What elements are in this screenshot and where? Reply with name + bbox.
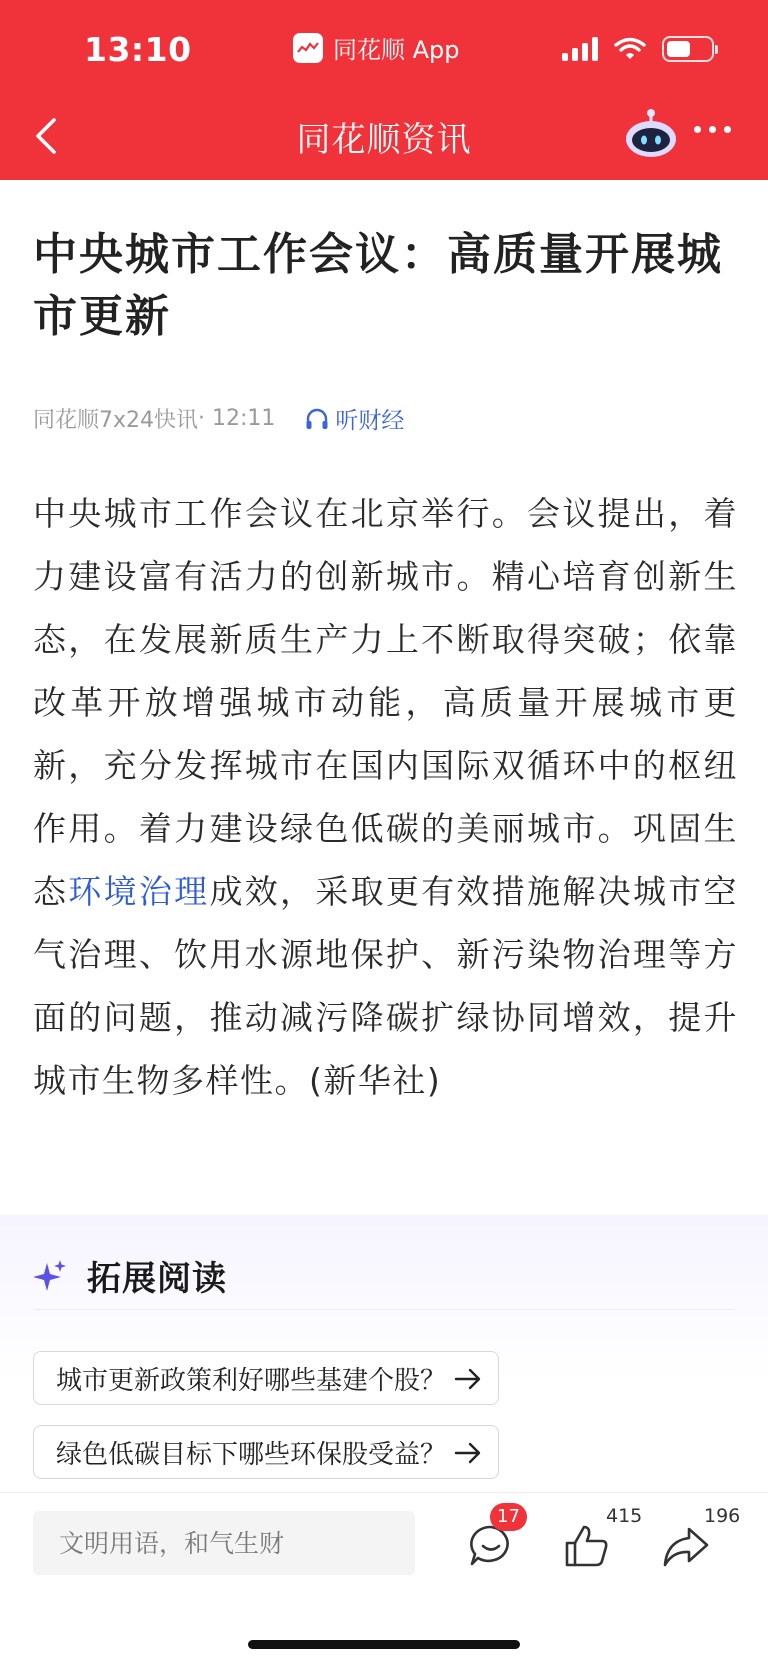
- share-count: 196: [704, 1505, 741, 1527]
- sparkle-icon: [33, 1259, 67, 1293]
- app-logo-icon: [293, 33, 323, 63]
- battery-icon: [662, 36, 714, 62]
- comment-input[interactable]: [33, 1511, 415, 1575]
- robot-assistant-icon[interactable]: [624, 108, 678, 160]
- article-source: 同花顺7x24快讯: [33, 408, 199, 433]
- listen-button[interactable]: [305, 402, 404, 435]
- status-app-name: 同花顺 App: [333, 36, 460, 64]
- bottom-action-bar: [0, 1492, 768, 1663]
- arrow-right-icon: [454, 1440, 482, 1466]
- article-body-part-2: 成效，采取更有效措施解决城市空气治理、饮用水源地保护、新污染物治理等方面的问题，推动减污降碳扩绿协同增效，提升城市生物多样性。(新华社): [33, 872, 739, 1100]
- listen-label: 听财经: [335, 408, 405, 434]
- like-button[interactable]: [564, 1505, 643, 1573]
- thumbs-up-icon: [564, 1523, 610, 1569]
- status-time: 13:10: [84, 30, 192, 69]
- headphones-icon: [305, 408, 329, 430]
- article-meta: [33, 402, 404, 435]
- comment-count-badge: 17: [490, 1503, 527, 1531]
- related-question-chip[interactable]: [33, 1351, 499, 1405]
- wifi-icon: [614, 37, 646, 61]
- related-question-label: 绿色低碳目标下哪些环保股受益？: [56, 1439, 447, 1470]
- extended-reading-title: 拓展阅读: [87, 1259, 227, 1299]
- like-count: 415: [606, 1505, 643, 1527]
- extended-reading-section: [0, 1215, 768, 1495]
- article-body-part-1: 中央城市工作会议在北京举行。会议提出，着力建设富有活力的创新城市。精心培育创新生态，在发展新质生产力上不断取得突破；依靠改革开放增强城市动能，高质量开展城市更新，充分发挥城市在国内国际双循环中的枢纽作用。着力建设绿色低碳的美丽城市。巩固生态: [33, 494, 738, 911]
- related-question-label: 城市更新政策利好哪些基建个股？: [56, 1365, 447, 1396]
- comment-button[interactable]: [466, 1506, 526, 1573]
- environment-governance-link[interactable]: 环境治理: [68, 872, 210, 911]
- status-app-indicator[interactable]: [293, 30, 460, 65]
- article-body: [33, 482, 738, 1112]
- extended-reading-header: [33, 1251, 227, 1300]
- share-icon: [662, 1525, 710, 1569]
- arrow-right-icon: [454, 1366, 482, 1392]
- cellular-signal-icon: [562, 37, 598, 61]
- more-options-icon[interactable]: [694, 126, 731, 133]
- article-title: 中央城市工作会议：高质量开展城市更新: [33, 229, 723, 342]
- article-time: · 12:11: [198, 406, 276, 431]
- header: [0, 0, 768, 180]
- nav-title: 同花顺资讯: [296, 120, 472, 160]
- status-icons: [562, 36, 714, 62]
- home-indicator[interactable]: [248, 1640, 520, 1649]
- share-button[interactable]: [662, 1505, 741, 1573]
- related-question-chip[interactable]: [33, 1425, 499, 1479]
- extended-reading-divider: [33, 1309, 735, 1310]
